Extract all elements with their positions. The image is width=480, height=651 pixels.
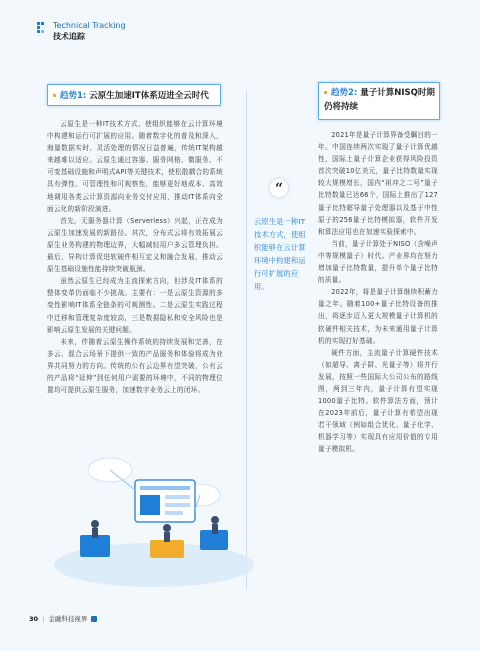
section-title-cn: 技术追踪 <box>53 32 85 41</box>
cloud-people-illustration <box>40 440 268 600</box>
trend2-label: 趋势2: <box>330 88 358 98</box>
trend1-label: 趋势1: <box>59 91 87 101</box>
trend1-title-box <box>47 84 221 106</box>
magazine-name: 金融科技视界 <box>48 615 88 623</box>
page-number: 30 <box>29 615 39 623</box>
trend1-title: 云原生加速IT体系迈进全云时代 <box>89 91 209 101</box>
magazine-brand-icon <box>91 616 97 622</box>
grid-logo-icon <box>37 22 50 35</box>
pull-quote: 云原生是一种IT技术方式，使组织能够在云计算环境中构建和运行可扩展的应用。 <box>254 217 306 291</box>
trend1-paragraph: 未来，伴随着云原生操作系统的持续发展和完善，在多云、混合云场景下提供一致的产品服务和体验将成为业界共同努力的方向。传统的公有云边界有望突破，公有云的产品将“延伸”到任何用户需要的环境中，不同的物理位置均可提供云原生服务，加速数字业务云上的闭环。 <box>47 337 223 395</box>
trend1-paragraph: 虽然云原生已经成为主流探索方向，但涉及IT体系的整体变革仍面临不少挑战。主要有：一是云原生资源的多变性影响IT体系全链条的可观测性。二是云原生实践过程中迁移和管理复杂度较高，三是数据隐私和安全风险也是影响云原生发展的关键问题。 <box>47 277 223 334</box>
footer-separator: | <box>42 615 45 623</box>
section-title-en: Technical Tracking <box>53 21 126 30</box>
trend1-paragraph: 云原生是一种IT技术方式，使组织能够在云计算环境中构建和运行可扩展的应用。随着数字化的普及和深入，海量数据实时、灵活处理的情况日益普遍，传统IT架构越来越难以适应。云原生通过容器、服务网格、微服务、不可变基础设施和声明式API等关键技术，使松散耦合的系统具有弹性、可管理性和可观察性，能够更好地成本、高效地调用各类云计算资源向业务交付应用，推动IT体系向全面云化的新阶段演进。 <box>47 120 223 213</box>
trend1-body <box>47 118 223 396</box>
quote-mark-icon: “ <box>269 178 289 198</box>
trend2-body <box>318 129 438 456</box>
page-footer <box>29 614 97 623</box>
trend2-title: 量子计算NISQ时期仍将持续 <box>324 88 435 112</box>
bullet-square-icon <box>53 94 56 97</box>
trend2-title-box <box>318 82 440 120</box>
bullet-square-icon <box>324 91 327 94</box>
trend1-paragraph: 首先，无服务器计算（Serverless）兴起，正在成为云原生加速发展的新路径。其次，分布式云将有效拓展云原生业务构建的物理边界，大幅减轻用户多云管理负担。最后，异构计算促进软硬件相互定义和融合发展，推动云原生基础设施性能持续突破瓶颈。 <box>47 216 223 274</box>
trend2-paragraph: 硬件方面，主流量子计算硬件技术（如超导、离子阱、光量子等）将并行发展，按照一些国际大公司公布的路线图，两到三年内，量子计算有望实现1000量子比特。软件算法方面，预计在2023年前后，量子计算有希望出现若干领域（例如组合优化、量子化学、机器学习等）实现具有应用价值的专用量子模拟机。 <box>318 348 438 454</box>
trend2-paragraph: 2022年，将是量子计算继续积蓄力量之年。随着100+量子比特设备的推出，将逐步迈入更大规模量子计算机的软硬件相关技术，为未来通用量子计算机的实现打好基础。 <box>318 288 438 345</box>
trend2-paragraph: 2021年是量子计算界备受瞩目的一年。中国连续两次实现了量子计算优越性，国际上量子计算企业获得风险投资首次突破10亿美元，量子比特数量实现较大规模增长，国内“祖冲之二号”量子比特数量已达66个，国际上推出了127量子比特超导量子处理器以及基于中性原子的256量子比特模拟器，软件开发和算法应用也在加速实验探索中。 <box>318 131 438 236</box>
trend2-paragraph: 当前，量子计算处于NISO（含噪声中等规模量子）时代。产业界均在努力增加量子比特数量，提升单个量子比特的质量。 <box>318 239 438 285</box>
